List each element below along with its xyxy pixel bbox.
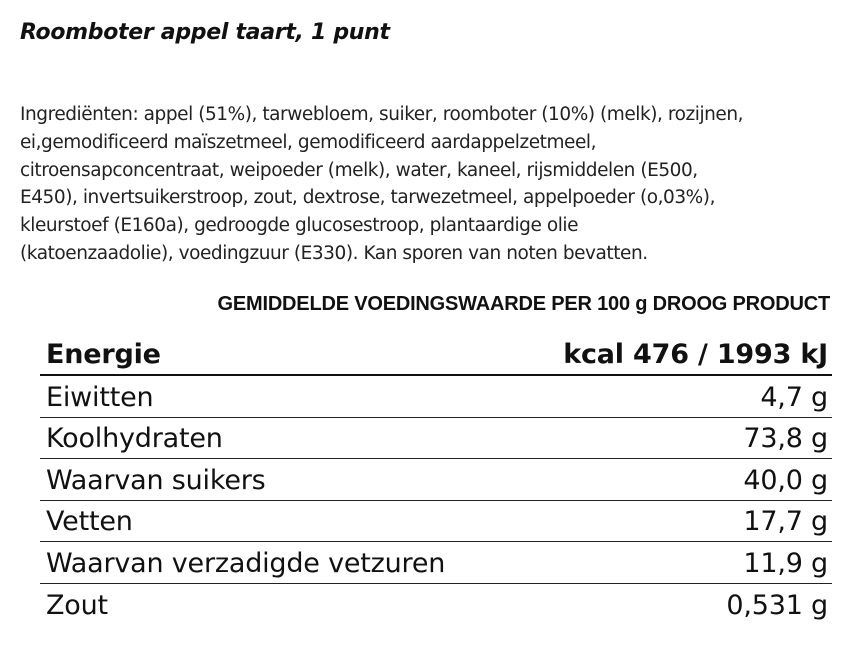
nutrient-value: 17,7 g bbox=[743, 506, 828, 537]
nutrient-label: Energie bbox=[46, 339, 161, 370]
nutrient-value: 11,9 g bbox=[743, 547, 828, 579]
nutrient-value: 40,0 g bbox=[743, 464, 828, 496]
nutrient-label: Waarvan verzadigde vetzuren bbox=[46, 547, 446, 579]
ingredients-text bbox=[20, 101, 840, 268]
nutrition-table-heading: GEMIDDELDE VOEDINGSWAARDE PER 100 g DROOG PRODUCT bbox=[217, 293, 830, 315]
nutrition-row-protein bbox=[40, 376, 832, 418]
nutrient-value: 0,531 g bbox=[726, 590, 828, 621]
ingredients-line: kleurstoef (E160a), gedroogde glucosestroop, plantaardige olie bbox=[20, 215, 579, 237]
ingredients-line: E450), invertsuikerstroop, zout, dextrose, tarwezetmeel, appelpoeder (o,03%), bbox=[20, 187, 716, 209]
ingredients-line: citroensapconcentraat, weipoeder (melk), water, kaneel, rijsmiddelen (E500, bbox=[20, 159, 698, 181]
ingredients-line: Ingrediënten: appel (51%), tarwebloem, suiker, roomboter (10%) (melk), rozijnen, bbox=[20, 104, 744, 125]
nutrition-table bbox=[40, 333, 832, 625]
ingredients-line: ei,gemodificeerd maïszetmeel, gemodificeerd aardappelzetmeel, bbox=[20, 131, 596, 153]
nutrition-row-carbohydrates bbox=[40, 418, 832, 460]
product-title: Roomboter appel taart, 1 punt bbox=[20, 20, 390, 45]
nutrient-label: Vetten bbox=[46, 506, 133, 537]
nutrient-label: Eiwitten bbox=[46, 381, 154, 413]
ingredients-line: (katoenzaadolie), voedingzuur (E330). Kan sporen van noten bevatten. bbox=[20, 242, 648, 264]
nutrition-row-fat bbox=[40, 501, 832, 543]
nutrition-row-sugars bbox=[40, 459, 832, 501]
nutrition-row-saturated-fat bbox=[40, 542, 832, 584]
nutrient-value: 4,7 g bbox=[760, 381, 828, 413]
nutrient-label: Koolhydraten bbox=[46, 423, 223, 454]
nutrient-label: Waarvan suikers bbox=[46, 464, 266, 496]
nutrition-row-salt bbox=[40, 584, 832, 626]
nutrient-value: 73,8 g bbox=[743, 423, 828, 454]
nutrient-label: Zout bbox=[46, 590, 108, 621]
nutrient-value: kcal 476 / 1993 kJ bbox=[563, 339, 828, 370]
nutrition-row-energy bbox=[40, 333, 832, 376]
